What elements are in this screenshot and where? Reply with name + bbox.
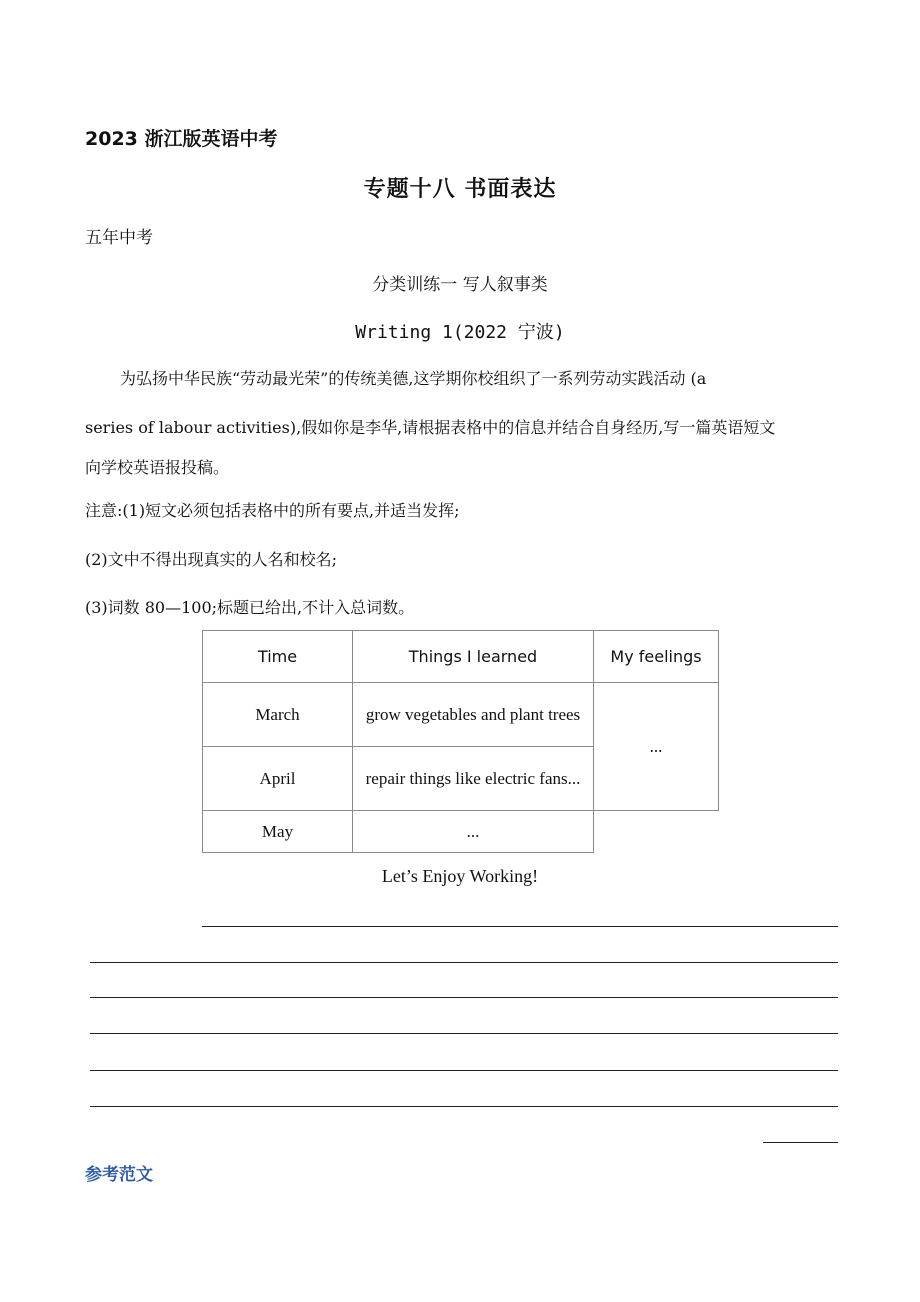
writing-line	[763, 1142, 838, 1143]
cell-thing: repair things like electric fans...	[353, 747, 594, 811]
cell-thing: grow vegetables and plant trees	[353, 683, 594, 747]
header-things-learned: Things I learned	[353, 631, 594, 683]
prompt-text-line: 向学校英语报投稿。	[85, 458, 230, 477]
table-row	[203, 683, 719, 747]
prompt-text-line: series of labour activities),假如你是李华,请根据表格中的信息并结合自身经历,写一篇英语短文	[85, 418, 776, 437]
writing-line	[202, 926, 838, 927]
writing-title: Writing 1(2022 宁波)	[355, 322, 565, 343]
writing-line	[90, 962, 838, 963]
topic-title: 专题十八 书面表达	[363, 177, 557, 202]
note-item: (2)文中不得出现真实的人名和校名;	[85, 550, 338, 569]
category-title: 分类训练一 写人叙事类	[372, 275, 548, 295]
cell-empty	[594, 811, 719, 853]
cell-thing: ...	[353, 811, 594, 853]
writing-line	[90, 997, 838, 998]
reference-essay-label: 参考范文	[85, 1165, 153, 1185]
cell-time: March	[203, 683, 353, 747]
writing-line	[90, 1033, 838, 1034]
cell-time: May	[203, 811, 353, 853]
header-time: Time	[203, 631, 353, 683]
prompt-text-line: 为弘扬中华民族“劳动最光荣”的传统美德,这学期你校组织了一系列劳动实践活动 (a	[120, 369, 707, 388]
table-header-row	[203, 631, 719, 683]
note-item: (3)词数 80—100;标题已给出,不计入总词数。	[85, 598, 415, 617]
writing-line	[90, 1070, 838, 1071]
section-label: 五年中考	[85, 228, 153, 248]
cell-feelings: ...	[594, 683, 719, 811]
table-row	[203, 811, 719, 853]
cell-time: April	[203, 747, 353, 811]
essay-title: Let’s Enjoy Working!	[381, 866, 539, 886]
header-my-feelings: My feelings	[594, 631, 719, 683]
note-item: 注意:(1)短文必须包括表格中的所有要点,并适当发挥;	[85, 501, 460, 520]
info-table	[202, 630, 719, 853]
document-header: 2023 浙江版英语中考	[85, 128, 278, 150]
writing-line	[90, 1106, 838, 1107]
